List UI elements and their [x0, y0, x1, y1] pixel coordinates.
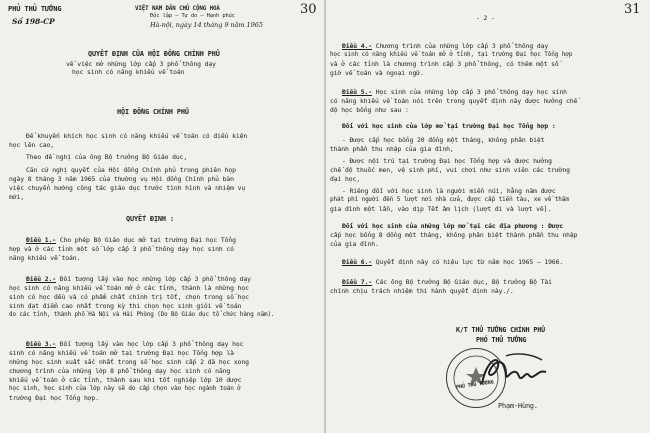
benefit-line: - Được cấp học bổng 20 đồng một tháng, không phân biệt: [342, 136, 545, 144]
benefit-line: đại học,: [330, 175, 360, 183]
benefit-line: thành phần thu nhập của gia đình,: [330, 145, 454, 153]
doc-number: Số 198-CP: [12, 17, 55, 26]
article-5-line: Điều 5.- Học sinh của những lớp cấp 3 phổ thông dạy học sinh: [342, 88, 567, 96]
article-3-line: trường Đại học Tổng hợp.: [9, 394, 99, 402]
article-7-line: chính chịu trách nhiệm thi hành quyết định này./.: [330, 287, 514, 295]
preamble-line: ngày 8 tháng 3 năm 1965 của thường vụ Hội đồng Chính phủ bàn: [9, 175, 234, 183]
signatory-name: Phạm-Hùng.: [498, 402, 538, 410]
article-4-line: và ở các tỉnh là chương trình cấp 3 phổ thông, có thêm một số: [330, 60, 559, 68]
handwritten-signature-icon: [476, 350, 556, 392]
article-3-line: những học sinh xuất sắc nhất trong số học sinh cấp 2 đã học xong: [9, 358, 249, 366]
benefit-line: phát phí người đến 5 lượt nơi nhà cửa, được cấp tiền tàu, xe về thăm: [330, 196, 569, 203]
local-scholarship-line: của gia đình.: [330, 240, 379, 248]
decision-subtitle-1: về việc mở những lớp cấp 3 phổ thông dạy: [66, 60, 216, 68]
preamble-line: Để khuyến khích học sinh có năng khiếu về toán có điều kiện: [26, 132, 248, 140]
preamble-line: việc chuyển hướng công tác giáo dục trước tình hình và nhiệm vụ: [9, 184, 246, 192]
preamble-line: Căn cứ nghị quyết của Hội đồng Chính phủ trong phiên họp: [26, 166, 236, 174]
article-2-line: sinh có học đều và có phẩm chất chính trị tốt, chọn trong số học: [9, 293, 249, 301]
council-heading: HỘI ĐỒNG CHÍNH PHỦ: [117, 108, 189, 116]
article-4-line: Điều 4.- Chương trình của những lớp cấp 3 phổ thông dạy: [342, 42, 549, 50]
page-left: [0, 0, 324, 433]
decides-heading: QUYẾT ĐỊNH :: [126, 215, 174, 223]
inner-page-number: - 2 -: [476, 14, 495, 22]
date-line: Hà-nội, ngày 14 tháng 9 năm 1965: [150, 21, 263, 29]
article-7-line: Điều 7.- Các ông Bộ trưởng Bộ Giáo dục, Bộ trưởng Bộ Tài: [342, 278, 552, 286]
article-2-line: sinh đạt điểm cao nhất trong kỳ thi chọn học sinh giỏi về toán: [9, 302, 242, 310]
article-3-line: sinh có năng khiếu về toán mở tại trường Đại học Tổng hợp là: [9, 349, 234, 357]
article-1-line: hợp và ở các tỉnh một số lớp cấp 3 phổ thông dạy học sinh có: [9, 245, 234, 253]
page-number-right: 31: [624, 2, 641, 17]
benefit-line: - Riêng đối với học sinh là người miền núi, hằng năm được: [342, 187, 556, 195]
article-3-line: chương trình của những lớp 8 phổ thông dạy học sinh có năng: [9, 367, 231, 375]
article-5-line: độ học bổng như sau :: [330, 106, 409, 114]
country-name: VIỆT NAM DÂN CHỦ CỘNG HOÀ: [135, 6, 220, 12]
benefit-line: - Được nội trú tại trường Đại học Tổng hợp và được hưởng: [342, 157, 552, 165]
article-3-line: học sinh, học sinh của lớp này sẽ do cấp chọn vào học ngành toán ở: [9, 385, 241, 392]
seal-text: PHỦ THỦ TƯỚNG: [455, 379, 495, 391]
article-3-line: khiếu về toán ở các tỉnh, thành sau khi tốt nghiệp lớp 10 được: [9, 376, 242, 384]
benefit-line: chế độ thuốc men, vệ sinh phí, vui chơi như sinh viên các trường: [330, 166, 570, 174]
national-motto: Độc lập – Tự do – Hạnh phúc: [150, 13, 235, 19]
decision-subtitle-2: học sinh có năng khiếu về toán: [72, 68, 185, 76]
article-4-line: học sinh có năng khiếu về toán mở ở tỉnh, tại trường Đại học Tổng hợp: [330, 51, 573, 58]
article-2-line: học sinh có năng khiếu về toán mở ở các tỉnh, thành là những học: [9, 284, 249, 292]
preamble-line: học lên cao,: [9, 141, 54, 149]
article-5-line: có năng khiếu về toán nói trên trong quyết định này được hưởng chế: [330, 97, 578, 105]
article-2-line: Điều 2.- Đối tượng lấy vào học những lớp cấp 3 phổ thông dạy: [26, 275, 251, 283]
local-scholarship-line: cấp học bổng 8 đồng một tháng, không phân biệt thành phần thu nhập: [330, 231, 578, 239]
page-number-left: 30: [300, 2, 317, 17]
article-1-line: Điều 1.- Cho phép Bộ Giáo dục mở tại trường Đại học Tổng: [26, 236, 236, 244]
page-right: [326, 0, 650, 433]
signatory-position: PHÓ THỦ TƯỚNG: [476, 336, 527, 344]
decision-title: QUYẾT ĐỊNH CỦA HỘI ĐỒNG CHÍNH PHỦ: [88, 50, 220, 58]
signatory-authority: K/T THỦ TƯỚNG CHÍNH PHỦ: [456, 326, 546, 334]
article-2-line: do các tỉnh, thành phố Hà Nội và Hải Phòng (Do Bộ Giáo dục tổ chức hàng năm).: [9, 312, 275, 318]
preamble-line: mới,: [9, 193, 24, 201]
article-3-line: Điều 3.- Đối tượng lấy vào học lớp cấp 3 phổ thông dạy học: [26, 340, 244, 348]
benefit-line: gia đình một lần, vào dịp Tết âm lịch (lượt đi và lượt về).: [330, 205, 552, 213]
article-4-line: giờ về toán và ngoại ngữ.: [330, 69, 424, 77]
local-scholarship-line: Đối với học sinh của những lớp mở tại các địa phương : Được: [342, 222, 564, 230]
issuer-label: PHỦ THỦ TƯỚNG: [8, 5, 62, 13]
preamble-line: Theo đề nghị của ông Bộ trưởng Bộ Giáo dục,: [26, 153, 188, 161]
article-5-subheading: Đối với học sinh của lớp mở tại trường Đại học Tổng hợp :: [342, 122, 556, 130]
article-1-line: năng khiếu về toán.: [9, 254, 81, 262]
article-6-line: Điều 6.- Quyết định này có hiệu lực từ năm học 1965 – 1966.: [342, 258, 564, 266]
